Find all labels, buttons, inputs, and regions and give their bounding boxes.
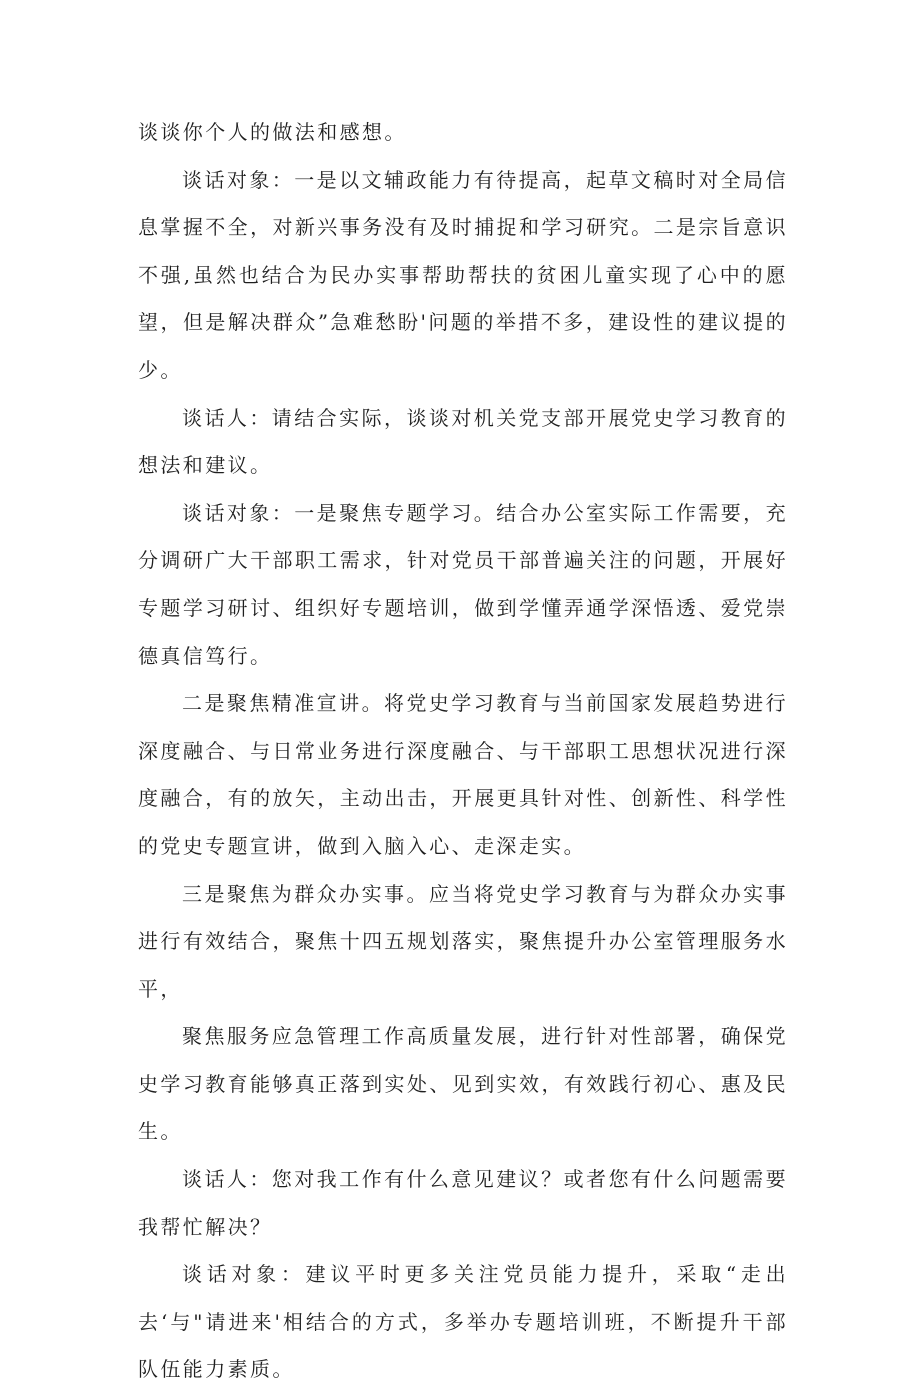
paragraph-interviewee-reply-2: 谈话对象：一是聚焦专题学习。结合办公室实际工作需要，充分调研广大干部职工需求，针对党员干部普遍关注的问题，开展好专题学习研讨、组织好专题培训，做到学懂弄通学深悟透、爱党崇德真信笃行。 [138,500,788,668]
paragraph-interviewee-reply-3: 谈话对象：建议平时更多关注党员能力提升，采取“走出去‘与"请进来'相结合的方式，多举办专题培训班，不断提升干部队伍能力素质。 [138,1262,788,1382]
paragraph-point-two: 二是聚焦精准宣讲。将党史学习教育与当前国家发展趋势进行深度融合、与日常业务进行深度融合、与干部职工思想状况进行深度融合，有的放矢，主动出击，开展更具针对性、创新性、科学性的党史专题宣讲，做到入脑入心、走深走实。 [138,691,788,858]
document-body [138,109,788,1394]
paragraph-interviewee-reply-1: 谈话对象：一是以文辅政能力有待提高，起草文稿时对全局信息掌握不全，对新兴事务没有及时捕捉和学习研究。二是宗旨意识不强,虽然也结合为民办实事帮助帮扶的贫困儿童实现了心中的愿望，但是解决群众”急难愁盼'问题的举措不多，建设性的建议提的少。 [138,167,788,382]
paragraph-continuation: 谈谈你个人的做法和感想。 [138,120,407,144]
paragraph-point-three-continued: 聚焦服务应急管理工作高质量发展，进行针对性部署，确保党史学习教育能够真正落到实处、见到实效，有效践行初心、惠及民生。 [138,1024,788,1144]
paragraph-interviewer-question-1: 谈话人：请结合实际，谈谈对机关党支部开展党史学习教育的想法和建议。 [138,405,788,478]
paragraph-point-three: 三是聚焦为群众办实事。应当将党史学习教育与为群众办实事进行有效结合，聚焦十四五规划落实，聚焦提升办公室管理服务水平， [138,881,788,1001]
paragraph-interviewer-question-2: 谈话人：您对我工作有什么意见建议？或者您有什么问题需要我帮忙解决？ [138,1167,788,1239]
